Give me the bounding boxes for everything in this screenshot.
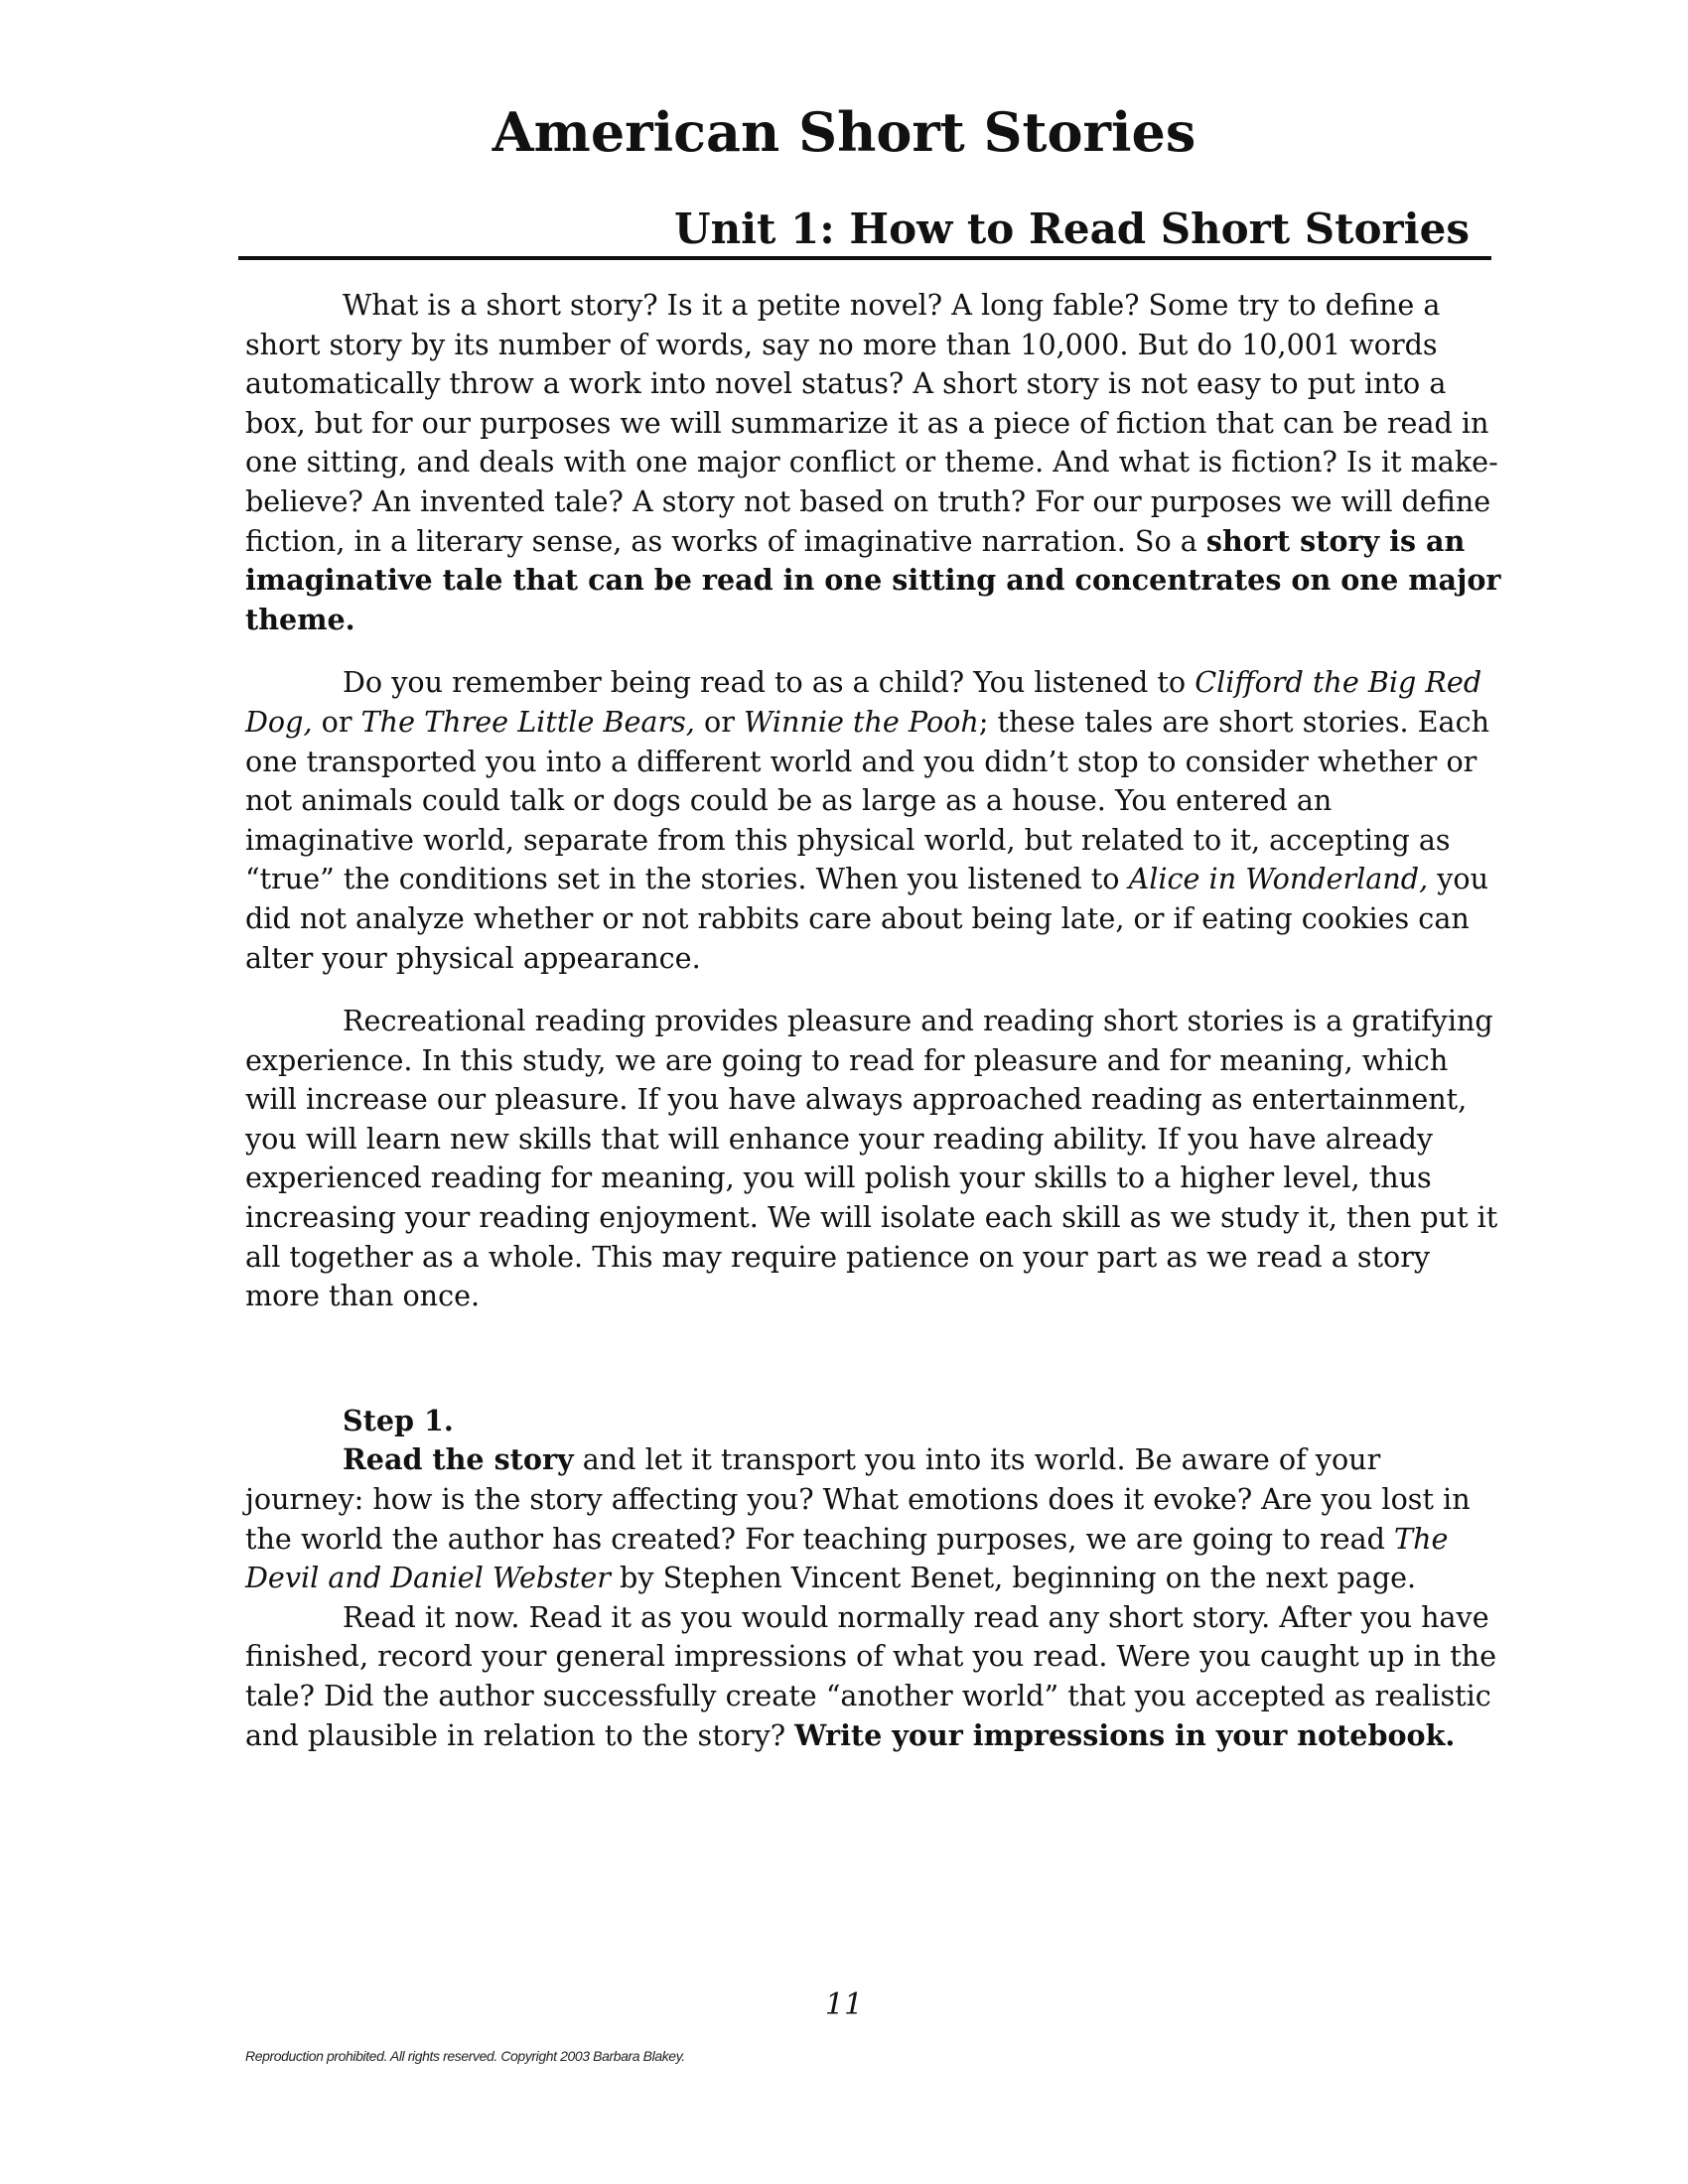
intro-paragraph-3: Recreational reading provides pleasure and reading short stories is a gratifying experience. In this study, we are going to read for pleasure and for meaning, which will increase our pleasure. If you have always approached reading as entertainment, you will learn new skills that will enhance your reading ability. If you have already experienced reading for meaning, you will polish your skills to a higher level, thus increasing your reading enjoyment. We will isolate each skill as we study it, then put it all together as a whole. This may require patience on your part as we read a story more than once. <box>245 1004 1498 1313</box>
copyright-notice: Reproduction prohibited. All rights reserved. Copyright 2003 Barbara Blakey. <box>245 2048 685 2064</box>
step-1-paragraph-1 <box>245 1440 1504 1597</box>
intro-paragraph-1 <box>245 286 1504 639</box>
intro-paragraph-2 <box>245 663 1504 978</box>
write-impressions-instruction: Write your impressions in your notebook. <box>794 1717 1456 1752</box>
book-title-alice-in-wonderland: Alice in Wonderland, <box>1128 862 1429 896</box>
unit-heading: Unit 1: How to Read Short Stories <box>673 205 1470 253</box>
book-title-clifford: Clifford the Big Red Dog, <box>245 665 1482 739</box>
intro-paragraph-2-text-d: ; these tales are short stories. Each one transported you into a different world and you didn’t stop to consider whether or not animals could talk or dogs could be as large as a house. You entered an imaginative world, separate from this physical world, but related to it, accepting as “true” the conditions set in the stories. When you listened to <box>245 704 1490 896</box>
book-title-three-little-bears: The Three Little Bears, <box>360 704 695 739</box>
step-1-heading: Step 1. <box>343 1403 454 1437</box>
short-story-definition: short story is an imaginative tale that can be read in one sitting and concentrates on one major theme. <box>245 523 1501 636</box>
heading-divider <box>238 256 1491 260</box>
document-title: American Short Stories <box>492 100 1196 164</box>
intro-paragraph-2-text-a: Do you remember being read to as a child? You listened to <box>343 665 1196 700</box>
intro-paragraph-2-text-b: or <box>312 704 361 739</box>
step-1-paragraph-1-text-b: by Stephen Vincent Benet, beginning on the next page. <box>610 1561 1417 1595</box>
intro-paragraph-2-text-e: you did not analyze whether or not rabbits care about being late, or if eating cookies can alter your physical appearance. <box>245 862 1489 975</box>
intro-paragraph-1-text: What is a short story? Is it a petite novel? A long fable? Some try to define a short story by its number of words, say no more than 10,000. But do 10,001 words automatically throw a work into novel status? A short story is not easy to put into a box, but for our purposes we will summarize it as a piece of fiction that can be read in one sitting, and deals with one major conflict or theme. And what is fiction? Is it make-believe? An invented tale? A story not based on truth? For our purposes we will define fiction, in a literary sense, as works of imaginative narration. So a <box>245 288 1498 558</box>
story-title-devil-and-daniel-webster: The Devil and Daniel Webster <box>245 1521 1449 1595</box>
step-1-paragraph-2-text: Read it now. Read it as you would normally read any short story. After you have finished, record your general impressions of what you read. Were you caught up in the tale? Did the author successfully create “another world” that you accepted as realistic and plausible in relation to the story? <box>245 1599 1497 1752</box>
step-1-paragraph-2 <box>245 1598 1504 1755</box>
read-the-story-emphasis: Read the story <box>343 1442 574 1477</box>
document-body <box>245 286 1504 1755</box>
step-1-paragraph-1-text-a: and let it transport you into its world. Be aware of your journey: how is the story affecting you? What emotions does it evoke? Are you lost in the world the author has created? For teaching purposes, we are going to read <box>245 1442 1471 1556</box>
intro-paragraph-2-text-c: or <box>694 704 744 739</box>
page-number: 11 <box>824 1987 864 2022</box>
book-title-winnie-the-pooh: Winnie the Pooh <box>743 704 979 739</box>
